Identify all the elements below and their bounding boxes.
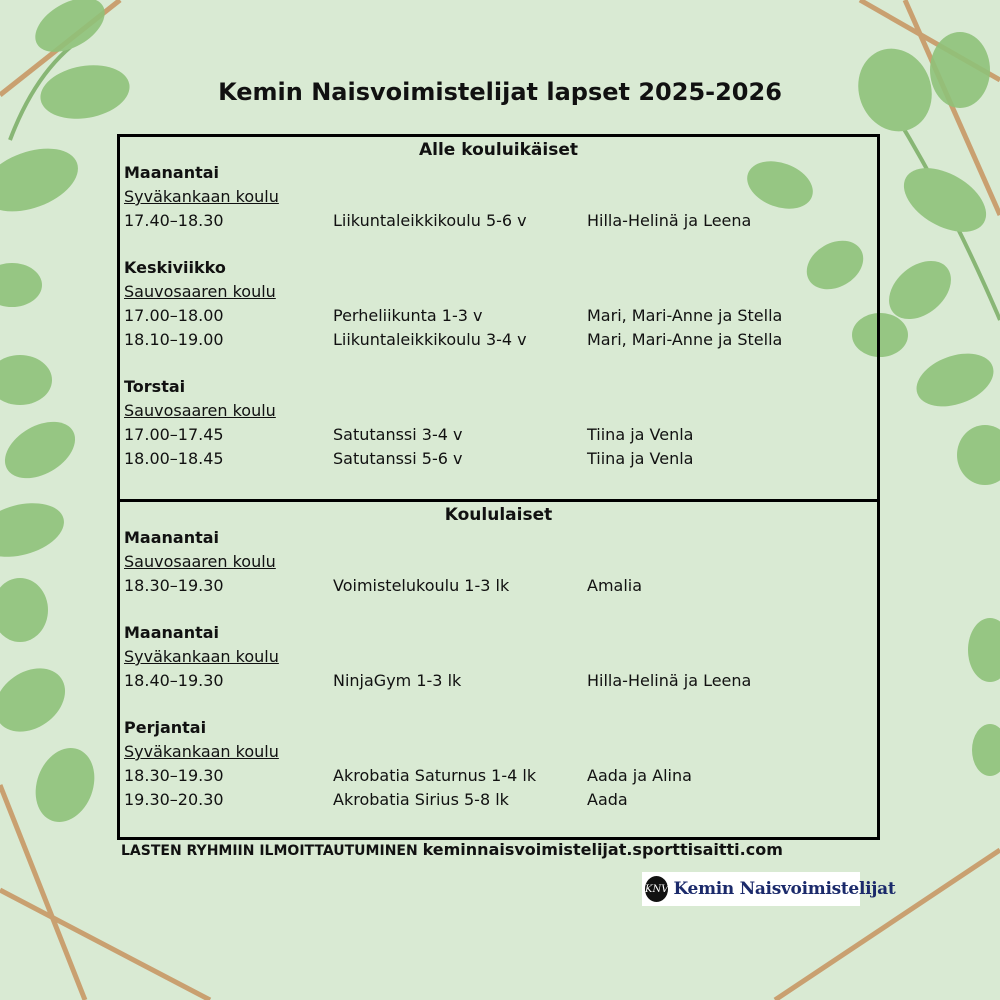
logo-name: Kemin Naisvoimistelijat [673,879,896,899]
coach-cell: Amalia [587,576,643,595]
place-label: Sauvosaaren koulu [124,401,276,420]
section-heading: Alle kouluikäiset [418,140,579,160]
time-cell: 17.00–18.00 [124,306,224,325]
schedule-row [124,423,877,447]
schedule-row [124,788,877,812]
section-alle-kouluikaiset [120,137,877,502]
place-label: Sauvosaaren koulu [124,282,276,301]
coach-cell: Tiina ja Venla [587,425,694,444]
schedule-row [124,669,877,693]
day-label: Keskiviikko [124,258,226,277]
class-cell: Satutanssi 3-4 v [333,425,463,444]
coach-cell: Hilla-Helinä ja Leena [587,211,752,230]
coach-cell: Hilla-Helinä ja Leena [587,671,752,690]
schedule-row [124,209,877,233]
time-cell: 19.30–20.30 [124,790,224,809]
class-cell: NinjaGym 1-3 lk [333,671,462,690]
schedule-block [124,256,877,352]
class-cell: Liikuntaleikkikoulu 3-4 v [333,330,527,349]
time-cell: 18.30–19.30 [124,576,224,595]
time-cell: 17.00–17.45 [124,425,224,444]
place-label: Sauvosaaren koulu [124,552,276,571]
place-label: Syväkankaan koulu [124,187,279,206]
class-cell: Satutanssi 5-6 v [333,449,463,468]
time-cell: 18.40–19.30 [124,671,224,690]
schedule-block [124,375,877,471]
schedule-row [124,328,877,352]
time-cell: 18.10–19.00 [124,330,224,349]
class-cell: Akrobatia Sirius 5-8 lk [333,790,509,809]
class-cell: Voimistelukoulu 1-3 lk [333,576,510,595]
class-cell: Akrobatia Saturnus 1-4 lk [333,766,537,785]
footer-label: LASTEN RYHMIIN ILMOITTAUTUMINEN [121,843,418,859]
section-koululaiset [120,502,877,837]
schedule-block [124,161,877,233]
schedule-block [124,716,877,812]
registration-link[interactable]: keminnaisvoimistelijat.sporttisaitti.com [422,840,783,859]
day-label: Torstai [124,377,186,396]
day-label: Maanantai [124,623,220,642]
class-cell: Perheliikunta 1-3 v [333,306,483,325]
time-cell: 18.30–19.30 [124,766,224,785]
schedule-row [124,304,877,328]
registration-footer [121,840,783,859]
section-heading: Koululaiset [444,505,553,525]
class-cell: Liikuntaleikkikoulu 5-6 v [333,211,527,230]
coach-cell: Mari, Mari-Anne ja Stella [587,306,783,325]
day-label: Maanantai [124,163,220,182]
place-label: Syväkankaan koulu [124,742,279,761]
day-label: Maanantai [124,528,220,547]
schedule-row [124,764,877,788]
schedule-table [117,134,880,840]
schedule-row [124,574,877,598]
page-title: Kemin Naisvoimistelijat lapset 2025-2026 [218,78,782,106]
coach-cell: Tiina ja Venla [587,449,694,468]
coach-cell: Aada ja Alina [587,766,692,785]
coach-cell: Mari, Mari-Anne ja Stella [587,330,783,349]
coach-cell: Aada [587,790,628,809]
time-cell: 17.40–18.30 [124,211,224,230]
day-label: Perjantai [124,718,207,737]
club-logo [642,872,896,906]
schedule-block [124,526,877,598]
schedule-block [124,621,877,693]
place-label: Syväkankaan koulu [124,647,279,666]
time-cell: 18.00–18.45 [124,449,224,468]
schedule-row [124,447,877,471]
emblem-icon: KNV [645,876,668,902]
